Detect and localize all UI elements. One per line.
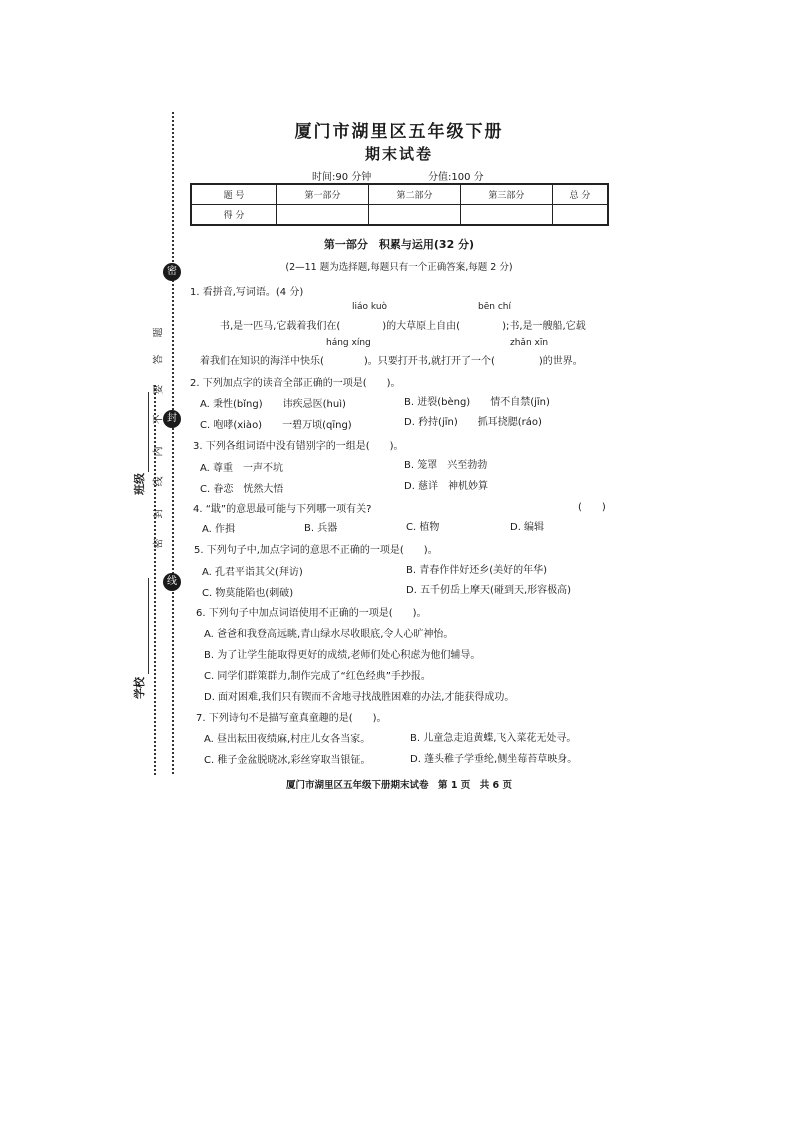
q1-text: 着我们在知识的海洋中快乐( xyxy=(200,356,324,367)
question-6-stem: 6. 下列句子中加点词语使用不正确的一项是( )。 xyxy=(196,608,427,619)
score-input-cell[interactable] xyxy=(368,205,460,226)
score-input-cell[interactable] xyxy=(277,205,369,226)
margin-warning-char: 线 xyxy=(153,476,165,487)
margin-warning-char: 题 xyxy=(153,327,165,338)
binding-dotted-line xyxy=(172,112,174,774)
page-footer: 厦门市湖里区五年级下册期末试卷 第 1 页 共 6 页 xyxy=(286,780,512,791)
margin-warning-char: 答 xyxy=(153,354,165,365)
score-input-cell[interactable] xyxy=(460,205,552,226)
score-table xyxy=(190,183,609,226)
question-3-option-d[interactable]: D. 慈详 神机妙算 xyxy=(404,481,489,492)
question-5-option-b[interactable]: B. 青春作伴好还乡(美好的年华) xyxy=(406,565,548,576)
score-table-cell: 第一部分 xyxy=(277,184,369,205)
pinyin-hint: zhǎn xīn xyxy=(510,338,549,348)
binding-dotted-line-outer xyxy=(154,385,156,775)
question-6-option-b[interactable]: B. 为了让学生能取得更好的成绩,老师们处心积虑为他们辅导。 xyxy=(204,650,481,661)
seal-feng: 封 xyxy=(163,410,181,428)
exam-total-score: 分值:100 分 xyxy=(428,172,484,183)
question-4-option-c[interactable]: C. 植物 xyxy=(406,522,440,533)
section-title: 第一部分 积累与运用(32 分) xyxy=(323,238,475,251)
q1-text: 书,是一匹马,它载着我们在( xyxy=(220,321,341,332)
pinyin-hint: bēn chí xyxy=(478,302,511,312)
question-5-stem: 5. 下列句子中,加点字词的意思不正确的一项是( )。 xyxy=(194,545,438,556)
question-6-option-d[interactable]: D. 面对困难,我们只有锲而不舍地寻找战胜困难的办法,才能获得成功。 xyxy=(204,692,515,703)
pinyin-hint: liáo kuò xyxy=(352,302,388,312)
score-table-cell: 第三部分 xyxy=(460,184,552,205)
question-2-option-d[interactable]: D. 矜持(jīn) 抓耳挠腮(ráo) xyxy=(404,417,542,428)
score-table-cell: 总 分 xyxy=(552,184,608,205)
margin-warning-char: 内 xyxy=(153,446,165,457)
question-3-option-c[interactable]: C. 眷恋 恍然大悟 xyxy=(200,484,284,495)
pinyin-hint: háng xíng xyxy=(326,338,371,348)
score-table-cell: 第二部分 xyxy=(368,184,460,205)
question-2-option-a[interactable]: A. 秉性(bǐng) 讳疾忌医(huì) xyxy=(200,399,346,410)
question-5-option-c[interactable]: C. 物莫能陷也(刺破) xyxy=(202,588,294,599)
question-1-line-2 xyxy=(200,352,583,367)
question-2-option-c[interactable]: C. 咆哮(xiào) 一碧万顷(qīng) xyxy=(200,420,352,431)
score-table-cell: 题 号 xyxy=(191,184,277,205)
question-6-option-a[interactable]: A. 爸爸和我登高远眺,青山绿水尽收眼底,令人心旷神怡。 xyxy=(204,629,454,640)
question-2-option-b[interactable]: B. 迸裂(bèng) 情不自禁(jīn) xyxy=(404,397,550,408)
seal-xian: 线 xyxy=(163,573,181,591)
question-1-stem: 1. 看拼音,写词语。(4 分) xyxy=(190,287,304,298)
question-4-option-a[interactable]: A. 作揖 xyxy=(202,524,236,535)
margin-warning-char: 密 xyxy=(153,538,165,549)
section-instruction: (2—11 题为选择题,每题只有一个正确答案,每题 2 分) xyxy=(285,262,513,273)
question-7-option-a[interactable]: A. 昼出耘田夜绩麻,村庄儿女各当家。 xyxy=(204,734,371,745)
question-5-option-a[interactable]: A. 孔君平诣其父(拜访) xyxy=(202,567,303,578)
question-5-option-d[interactable]: D. 五千仞岳上摩天(碰到天,形容极高) xyxy=(406,585,572,596)
seal-mi: 密 xyxy=(163,263,181,281)
question-7-option-c[interactable]: C. 稚子金盆脱晓冰,彩丝穿取当银钲。 xyxy=(204,755,371,766)
q1-text: )。只要打开书,就打开了一个( xyxy=(363,356,495,367)
question-7-option-d[interactable]: D. 蓬头稚子学垂纶,侧坐莓苔草映身。 xyxy=(410,754,578,765)
question-4-option-b[interactable]: B. 兵器 xyxy=(304,523,338,534)
score-table-score-row xyxy=(191,205,608,226)
q1-text: )的世界。 xyxy=(538,356,583,367)
school-write-line[interactable] xyxy=(148,578,149,674)
question-3-stem: 3. 下列各组词语中没有错别字的一组是( )。 xyxy=(193,441,404,452)
margin-warning-char: 封 xyxy=(153,508,165,519)
score-input-cell[interactable] xyxy=(552,205,608,226)
exam-time: 时间:90 分钟 xyxy=(312,172,372,183)
question-7-stem: 7. 下列诗句不是描写童真童趣的是( )。 xyxy=(196,713,387,724)
question-4-option-d[interactable]: D. 编辑 xyxy=(510,522,545,533)
score-table-cell: 得 分 xyxy=(191,205,277,226)
q1-text: )的大草原上自由( xyxy=(382,321,461,332)
question-7-option-b[interactable]: B. 儿童急走追黄蝶,飞入菜花无处寻。 xyxy=(410,733,577,744)
class-write-line[interactable] xyxy=(148,392,149,472)
class-label: 班级 xyxy=(133,473,146,495)
exam-title: 厦门市湖里区五年级下册 xyxy=(294,122,504,142)
question-1-line-1 xyxy=(220,317,586,332)
q1-text: );书,是一艘船,它载 xyxy=(502,321,586,332)
question-4-stem: 4. “戢”的意思最可能与下列哪一项有关? xyxy=(193,504,372,515)
margin-warning-char: 要 xyxy=(153,384,165,395)
margin-warning-char: 不 xyxy=(153,414,165,425)
score-table-header-row xyxy=(191,184,608,205)
exam-subtitle: 期末试卷 xyxy=(364,145,433,163)
question-3-option-a[interactable]: A. 尊重 一声不坑 xyxy=(200,463,284,474)
question-6-option-c[interactable]: C. 同学们群策群力,制作完成了“红色经典”手抄报。 xyxy=(204,671,431,682)
school-label: 学校 xyxy=(133,677,146,699)
question-3-option-b[interactable]: B. 笼罩 兴至勃勃 xyxy=(404,460,488,471)
question-2-stem: 2. 下列加点字的读音全部正确的一项是( )。 xyxy=(190,378,401,389)
question-4-answer-bracket[interactable]: ( ) xyxy=(578,502,606,513)
